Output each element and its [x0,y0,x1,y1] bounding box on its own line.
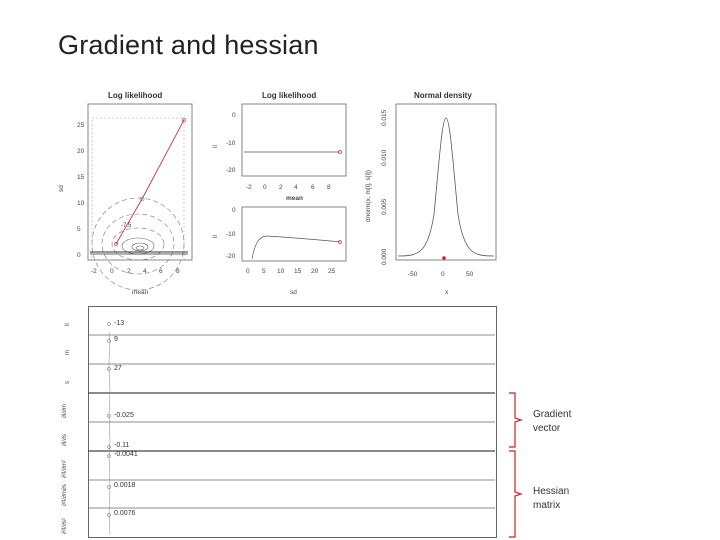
plot2-bottom-xlabel: sd [290,289,297,296]
plot1-xtick: -2 [91,268,97,275]
plot2-bottom-ylabel: ll [212,235,219,238]
plot3-ytick: 0.000 [381,248,388,265]
plot3-xlabel: x [445,289,449,296]
plot2-top-ylabel: ll [212,145,219,148]
plot3-ytick: 0.015 [381,109,388,126]
row-value-s: 27 [114,365,122,372]
plot1-canvas [88,104,192,260]
plot2-top-xlabel: mean [286,195,303,202]
plot3-xtick: -50 [408,271,418,278]
slide-title: Gradient and hessian [58,30,319,60]
plot2-bottom-ytick: -20 [226,253,236,260]
plot2-bottom-ytick: -10 [226,231,236,238]
row-label-d2l-ds2: ∂²l/∂s² [62,518,68,534]
values-table-grid [88,306,496,537]
hessian-bracket [506,450,526,538]
plot2-top-ytick: 0 [232,112,236,119]
plot2-bottom-xtick: 0 [246,268,250,275]
plot3-ylabel: dnorm(x, m[i], s[i]) [365,169,372,222]
plot1-ytick: 5 [77,226,81,233]
plot2-top-ytick: -20 [226,167,236,174]
row-value-d2l-dmds: 0.0018 [114,482,136,489]
row-value-d2l-ds2: 0.0076 [114,510,136,517]
plot2-top-canvas [242,104,346,176]
plot2-bottom-xtick: 10 [277,268,285,275]
plot1-xtick: 8 [176,268,180,275]
plot2-bottom-xtick: 5 [262,268,266,275]
row-value-d2l-dm2: -0.0041 [114,451,138,458]
plot1-contour-label: -7.5 [121,223,132,229]
plot2-bottom-ytick: 0 [232,207,236,214]
plot1-xlabel: mean [132,289,149,296]
plot1-ylabel: sd [58,185,65,192]
row-label-m: m [65,350,71,355]
plot1-xtick: 6 [159,268,163,275]
plot2-title: Log likelihood [262,91,317,100]
hessian-label-1: Hessian [533,486,570,497]
row-label-d2l-dm2: ∂²l/∂m² [62,460,68,478]
plot1-ytick: 20 [77,148,85,155]
row-value-ll: -13 [114,320,125,327]
row-value-dl-dm: -0.025 [114,412,134,419]
plot3-xtick: 50 [466,271,474,278]
plot3-canvas [396,104,496,260]
plot2-bottom-canvas [242,207,346,261]
row-label-dl-dm: ∂l/∂m [62,404,68,418]
plot1-xtick: 4 [143,268,147,275]
plot2-bottom-xtick: 20 [311,268,319,275]
plot2-top-ytick: -10 [226,140,236,147]
plot1-ytick: 25 [77,122,85,129]
row-label-d2l-dmds: ∂²l/∂m∂s [62,484,68,506]
plot3-title: Normal density [414,91,472,100]
gradient-label-2: vector [533,423,561,434]
plot2-top-xtick: -2 [246,184,252,191]
plot1-ytick: 10 [77,200,85,207]
plot1-title: Log likelihood [108,91,163,100]
row-value-m: 9 [114,336,118,343]
row-label-s: s [65,381,71,384]
plot2-top-xtick: 0 [263,184,267,191]
plot1-xtick: 2 [127,268,131,275]
plot2-top-xtick: 6 [311,184,315,191]
plot2-top-xtick: 2 [279,184,283,191]
gradient-label-1: Gradient [533,409,572,420]
plot2-bottom-xtick: 15 [294,268,302,275]
row-label-dl-ds: ∂l/∂s [62,434,68,446]
plot3-ytick: 0.005 [381,198,388,215]
plot1-ytick: 15 [77,174,85,181]
row-value-dl-ds: -0.11 [114,442,130,449]
plot1-ytick: 0 [77,252,81,259]
plot2-top-xtick: 4 [294,184,298,191]
gradient-bracket [506,392,526,448]
plot2-bottom-xtick: 25 [328,268,336,275]
hessian-label-2: matrix [533,500,561,511]
plot3-xtick: 0 [441,271,445,278]
plot2-top-xtick: 8 [327,184,331,191]
plot3-ytick: 0.010 [381,149,388,166]
plot1-xtick: 0 [110,268,114,275]
row-label-ll: ll [65,323,71,326]
